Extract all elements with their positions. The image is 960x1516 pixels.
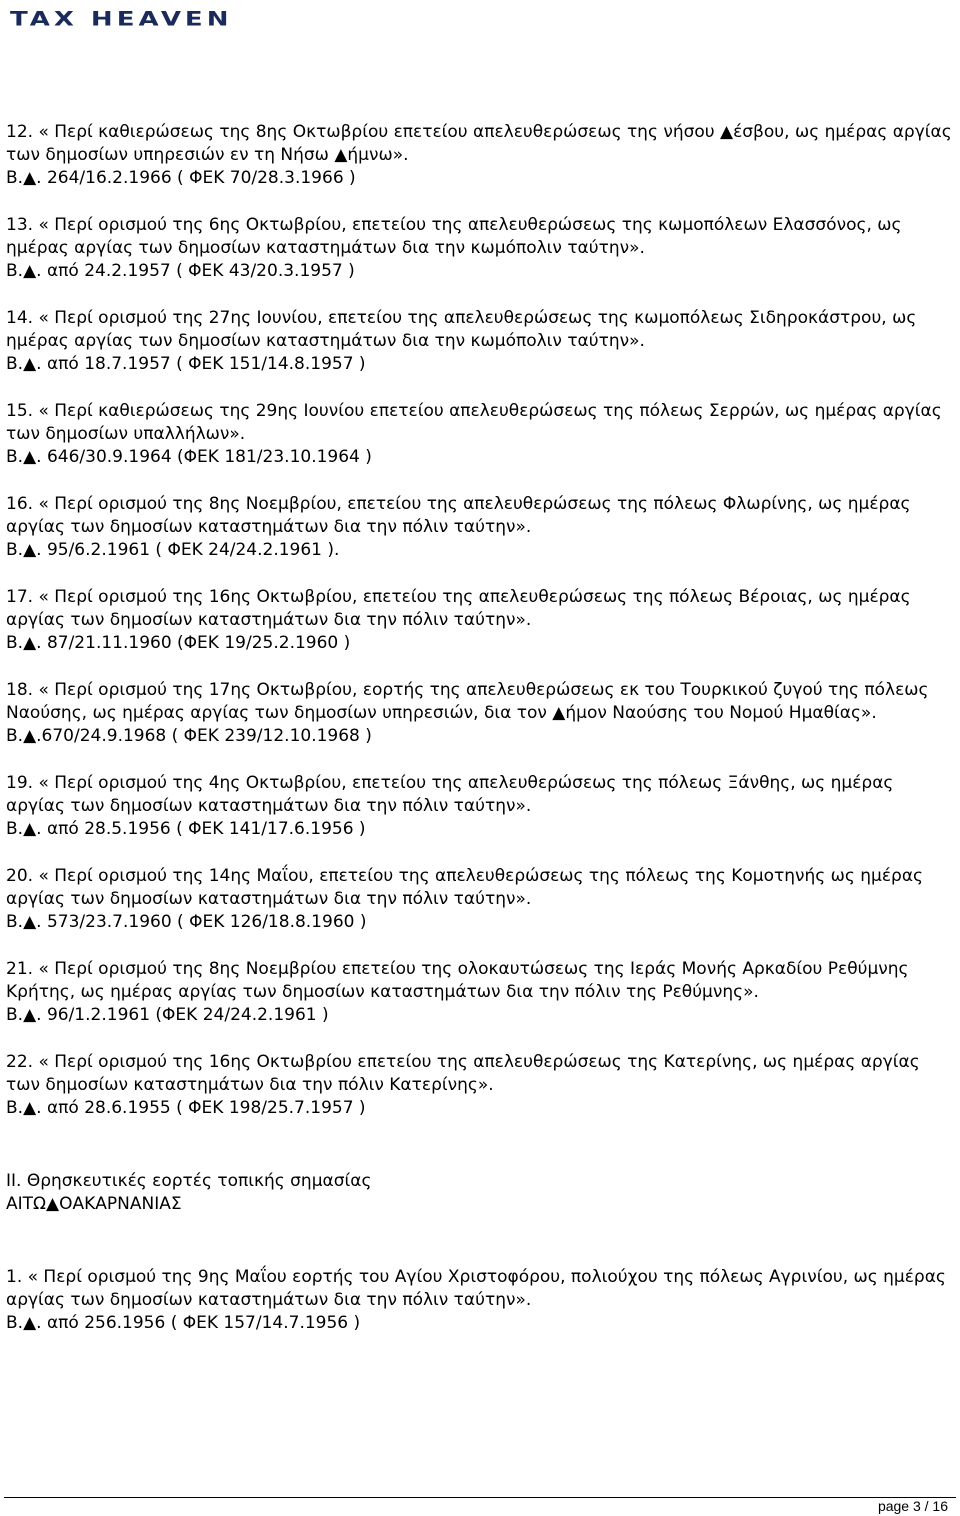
footer-divider bbox=[4, 1497, 956, 1498]
entry-title: 1. « Περί ορισμού της 9ης Μαΐου εορτής του Αγίου Χριστοφόρου, πολιούχου της πόλεως Αγρινίου, ως ημέρας αργίας των δημοσίων καταστημάτων δια την πόλιν ταύτην». bbox=[6, 1267, 946, 1310]
entry-reference: Β.▲.670/24.9.1968 ( ΦΕΚ 239/12.10.1968 ) bbox=[6, 726, 372, 746]
list-item bbox=[6, 772, 954, 841]
list-item bbox=[6, 400, 954, 469]
entry-reference: Β.▲. από 28.6.1955 ( ΦΕΚ 198/25.7.1957 ) bbox=[6, 1098, 366, 1118]
list-item bbox=[6, 493, 954, 562]
entry-reference: Β.▲. 573/23.7.1960 ( ΦΕΚ 126/18.8.1960 ) bbox=[6, 912, 367, 932]
entry-reference: Β.▲. από 18.7.1957 ( ΦΕΚ 151/14.8.1957 ) bbox=[6, 354, 366, 374]
entry-title: 14. « Περί ορισμού της 27ης Ιουνίου, επετείου της απελευθερώσεως της κωμοπόλεως Σιδηροκάστρου, ως ημέρας αργίας των δημοσίων καταστημάτων δια την κωμόπολιν ταύτην». bbox=[6, 308, 917, 351]
entry-title: 12. « Περί καθιερώσεως της 8ης Οκτωβρίου επετείου απελευθερώσεως της νήσου ▲έσβου, ως ημέρας αργίας των δημοσίων υπηρεσιών εν τη Νήσω ▲ήμνω». bbox=[6, 122, 952, 165]
list-item bbox=[6, 1266, 954, 1335]
entry-title: 13. « Περί ορισμού της 6ης Οκτωβρίου, επετείου της απελευθερώσεως της κωμοπόλεων Ελασσόνος, ως ημέρας αργίας των δημοσίων καταστημάτων δια την κωμόπολιν ταύτην». bbox=[6, 215, 902, 258]
entry-reference: Β.▲. από 28.5.1956 ( ΦΕΚ 141/17.6.1956 ) bbox=[6, 819, 366, 839]
document-body bbox=[6, 121, 954, 1359]
list-item bbox=[6, 958, 954, 1027]
entry-title: 18. « Περί ορισμού της 17ης Οκτωβρίου, εορτής της απελευθερώσεως εκ του Τουρκικού ζυγού της πόλεως Ναούσης, ως ημέρας αργίας των δημοσίων υπηρεσιών, δια τον ▲ήμον Ναούσης του Νομού Ημαθίας». bbox=[6, 680, 929, 723]
section-subheading: ΑΙΤΩ▲ΟΑΚΑΡΝΑΝΙΑΣ bbox=[6, 1194, 182, 1214]
list-item bbox=[6, 865, 954, 934]
entry-title: 22. « Περί ορισμού της 16ης Οκτωβρίου επετείου της απελευθερώσεως της Κατερίνης, ως ημέρας αργίας των δημοσίων καταστημάτων δια την πόλιν Κατερίνης». bbox=[6, 1052, 920, 1095]
tax-heaven-logo: TAX HEAVEN bbox=[10, 8, 233, 31]
entry-reference: Β.▲. από 24.2.1957 ( ΦΕΚ 43/20.3.1957 ) bbox=[6, 261, 355, 281]
entry-title: 19. « Περί ορισμού της 4ης Οκτωβρίου, επετείου της απελευθερώσεως της πόλεως Ξάνθης, ως ημέρας αργίας των δημοσίων καταστημάτων δια την πόλιν ταύτην». bbox=[6, 773, 894, 816]
list-item bbox=[6, 679, 954, 748]
entry-title: 20. « Περί ορισμού της 14ης Μαΐου, επετείου της απελευθερώσεως της πόλεως της Κομοτηνής ως ημέρας αργίας των δημοσίων καταστημάτων δια την πόλιν ταύτην». bbox=[6, 866, 924, 909]
entry-title: 21. « Περί ορισμού της 8ης Νοεμβρίου επετείου της ολοκαυτώσεως της Ιεράς Μονής Αρκαδίου Ρεθύμνης Κρήτης, ως ημέρας αργίας των δημοσίων καταστημάτων δια την πόλιν της Ρεθύμνης». bbox=[6, 959, 909, 1002]
entry-reference: Β.▲. από 256.1956 ( ΦΕΚ 157/14.7.1956 ) bbox=[6, 1313, 361, 1333]
entry-title: 16. « Περί ορισμού της 8ης Νοεμβρίου, επετείου της απελευθερώσεως της πόλεως Φλωρίνης, ως ημέρας αργίας των δημοσίων καταστημάτων δια την πόλιν ταύτην». bbox=[6, 494, 911, 537]
list-item bbox=[6, 1051, 954, 1120]
entry-title: 15. « Περί καθιερώσεως της 29ης Ιουνίου επετείου απελευθερώσεως της πόλεως Σερρών, ως ημέρας αργίας των δημοσίων υπαλλήλων». bbox=[6, 401, 942, 444]
entry-reference: Β.▲. 646/30.9.1964 (ΦΕΚ 181/23.10.1964 ) bbox=[6, 447, 372, 467]
list-item bbox=[6, 121, 954, 190]
page-number: page 3 / 16 bbox=[877, 1498, 948, 1514]
entry-title: 17. « Περί ορισμού της 16ης Οκτωβρίου, επετείου της απελευθερώσεως της πόλεως Βέροιας, ως ημέρας αργίας των δημοσίων καταστημάτων δια την πόλιν ταύτην». bbox=[6, 587, 911, 630]
section-header bbox=[6, 1170, 954, 1216]
entry-reference: Β.▲. 87/21.11.1960 (ΦΕΚ 19/25.2.1960 ) bbox=[6, 633, 351, 653]
list-item bbox=[6, 586, 954, 655]
entry-reference: Β.▲. 96/1.2.1961 (ΦΕΚ 24/24.2.1961 ) bbox=[6, 1005, 329, 1025]
list-item bbox=[6, 307, 954, 376]
section-heading: ΙΙ. Θρησκευτικές εορτές τοπικής σημασίας bbox=[6, 1171, 372, 1191]
entry-reference: Β.▲. 264/16.2.1966 ( ΦΕΚ 70/28.3.1966 ) bbox=[6, 168, 356, 188]
entry-reference: Β.▲. 95/6.2.1961 ( ΦΕΚ 24/24.2.1961 ). bbox=[6, 540, 340, 560]
list-item bbox=[6, 214, 954, 283]
